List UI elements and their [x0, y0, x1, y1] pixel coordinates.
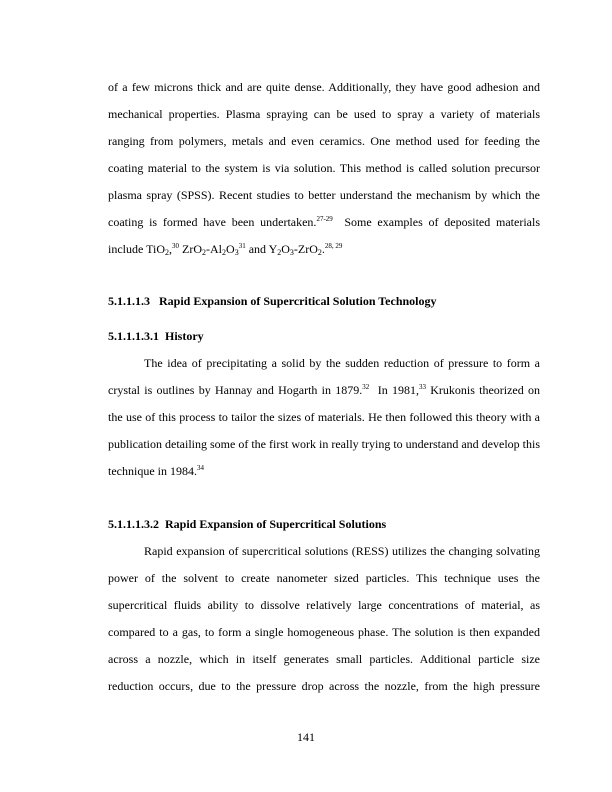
text-line: The idea of precipitating a solid by the sudden reduction of pressure to form a	[144, 356, 540, 370]
subsection-number: 5.1.1.1.3.1	[108, 329, 159, 343]
subscript: 2	[222, 248, 227, 257]
subscript: 3	[234, 248, 239, 257]
text: .	[321, 242, 325, 256]
subsection-title: History	[165, 329, 204, 343]
text: Krukonis theorized on	[425, 383, 541, 397]
text: -ZrO	[293, 242, 318, 256]
text-line: Rapid expansion of supercritical solutions (RESS) utilizes the changing solvating	[144, 544, 540, 558]
subscript: 2	[202, 248, 207, 257]
citation: 30	[172, 242, 180, 250]
text-line: ranging from polymers, metals and even ceramics. One method used for feeding the	[108, 134, 540, 148]
subsection-heading-history	[108, 329, 204, 343]
section-title: Rapid Expansion of Supercritical Solution Technology	[159, 294, 437, 308]
subscript: 2	[317, 248, 322, 257]
text-line: plasma spray (SPSS). Recent studies to better understand the mechanism by which the	[108, 188, 540, 202]
text-line: reduction occurs, due to the pressure drop across the nozzle, from the high pressure	[108, 679, 540, 693]
text-line: across a nozzle, which in itself generates small particles. Additional particle size	[108, 652, 540, 666]
text-line: compared to a gas, to form a single homogeneous phase. The solution is then expanded	[108, 625, 540, 639]
citation: 33	[418, 383, 426, 391]
subscript: 3	[289, 248, 294, 257]
text: ZrO	[179, 242, 203, 256]
text: O	[281, 242, 290, 256]
text-line	[108, 215, 540, 229]
text: crystal is outlines by Hannay and Hogarth in 1879.	[108, 383, 363, 397]
page-number: 141	[297, 730, 315, 744]
text: In 1981,	[369, 383, 419, 397]
text: and Y	[245, 242, 278, 256]
text-line	[108, 464, 540, 478]
text: ,	[169, 242, 173, 256]
text: -Al	[206, 242, 223, 256]
citation: 27-29	[316, 215, 333, 223]
text: Some examples of deposited materials	[332, 215, 541, 229]
citation: 31	[238, 242, 246, 250]
text-line	[108, 242, 540, 256]
text: technique in 1984.	[108, 464, 197, 478]
text-line: power of the solvent to create nanometer sized particles. This technique uses the	[108, 571, 540, 585]
text-line: supercritical fluids ability to dissolve relatively large concentrations of material, as	[108, 598, 540, 612]
subsection-number: 5.1.1.1.3.2	[108, 517, 159, 531]
text-line: the use of this process to tailor the sizes of materials. He then followed this theory with a	[108, 410, 540, 424]
section-number: 5.1.1.1.3	[108, 294, 150, 308]
text-line: of a few microns thick and are quite dense. Additionally, they have good adhesion and	[108, 80, 540, 94]
text: include TiO	[108, 242, 166, 256]
text-line: publication detailing some of the first work in really trying to understand and develop this	[108, 437, 540, 451]
text-line	[108, 383, 540, 397]
citation: 34	[196, 464, 204, 472]
text-line: mechanical properties. Plasma spraying can be used to spray a variety of materials	[108, 107, 540, 121]
subscript: 2	[277, 248, 282, 257]
text: coating is formed have been undertaken.	[108, 215, 317, 229]
section-heading	[108, 294, 437, 308]
citation: 32	[362, 383, 370, 391]
subsection-heading-ress	[108, 517, 386, 531]
text-line: coating material to the system is via solution. This method is called solution precursor	[108, 161, 540, 175]
subsection-title: Rapid Expansion of Supercritical Solutions	[165, 517, 387, 531]
subscript: 2	[165, 248, 170, 257]
citation: 28, 29	[324, 242, 343, 250]
text: O	[226, 242, 235, 256]
